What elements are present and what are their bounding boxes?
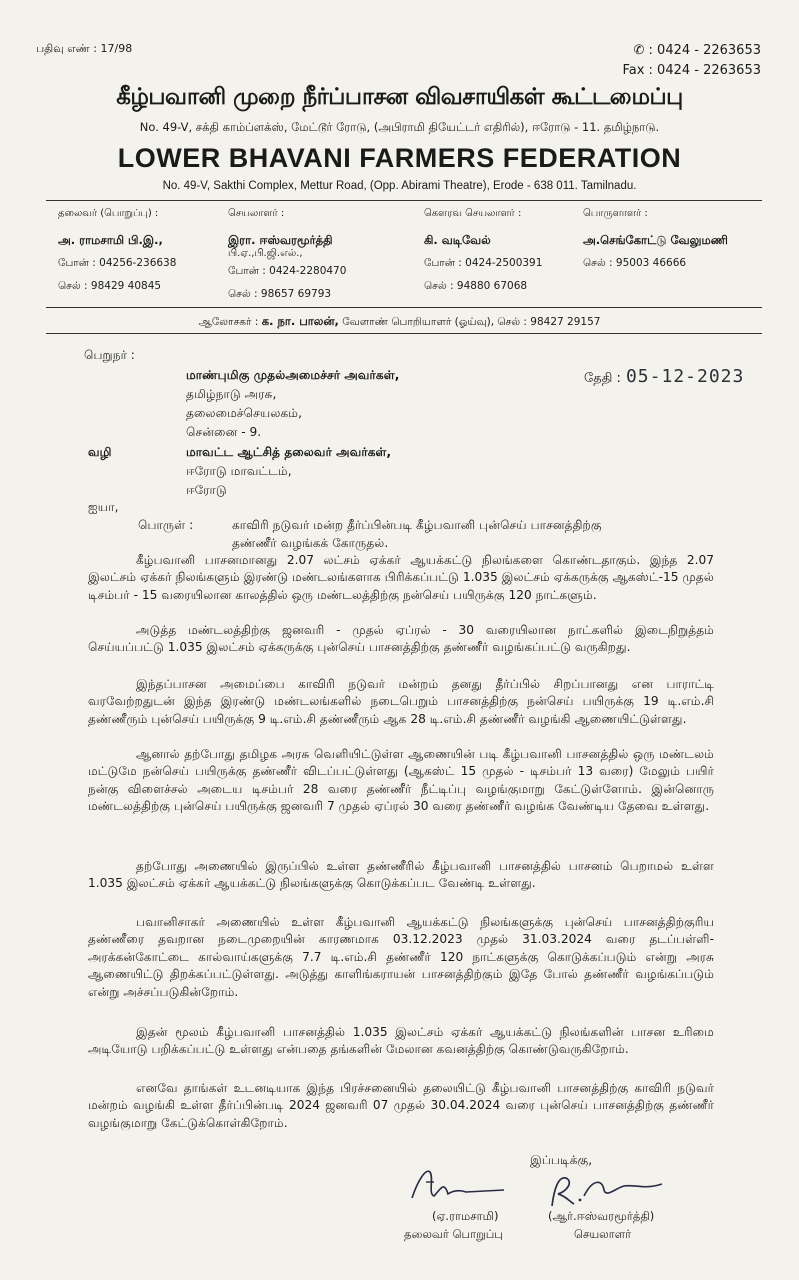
registration-number: பதிவு எண் : 17/98 bbox=[36, 42, 133, 55]
officer-treasurer bbox=[583, 206, 728, 271]
header-divider bbox=[46, 200, 762, 201]
officer-role: பொருளாளர் : bbox=[583, 208, 648, 219]
signatory-1-title: தலைவர் பொறுப்பு bbox=[404, 1227, 503, 1241]
recipient-line-3: தலைமைச்செயலகம், bbox=[186, 406, 302, 420]
subject-line-2: தண்ணீர் வழங்கக் கோருதல். bbox=[232, 536, 389, 550]
officer-cell: செல் : 95003 46666 bbox=[583, 257, 687, 269]
paragraph-3: இந்தப்பாசன அமைப்பை காவிரி நடுவர் மன்றம் தனது தீர்ப்பில் சிறப்பானது என பாராட்டி வரவேற்றதுடன் இந்த இரண்டு மண்டலங்களில் நடைபெறும் பாசனத்திற்கு நன்செய் பயிருக்கு 19 டி.எம்.சி தண்ணீரும் புன்செய் பயிருக்கு 9 டி.எம்.சி தண்ணீரும் ஆக 28 டி.எம்.சி தண்ணீர் வழங்கி ஆணையிட்டுள்ளது. bbox=[88, 677, 714, 726]
officer-phone: போன் : 0424-2280470 bbox=[228, 265, 347, 277]
signatory-2-title: செயலாளர் bbox=[574, 1227, 632, 1241]
paragraph-8: எனவே தாங்கள் உடனடியாக இந்த பிரச்சனையில் தலையிட்டு கீழ்பவானி பாசனத்திற்கு காவிரி நடுவர் மன்றம் வழங்கி உள்ள தீர்ப்பின்படி 2024 ஜனவரி 07 முதல் 30.04.2024 வரை புன்செய் பாசனத்திற்கு தண்ணீர் வழங்குமாறு கேட்டுக்கொள்கிறோம். bbox=[88, 1081, 714, 1130]
advisor-details: வேளாண் பொறியாளர் (ஓய்வு), செல் : 98427 29157 bbox=[342, 316, 601, 328]
paragraph-4: ஆனால் தற்போது தமிழக அரசு வெளியிட்டுள்ள ஆணையின் படி கீழ்பவானி பாசனத்தில் ஒரு மண்டலம் மட்டுமே நன்செய் பயிருக்கு தண்ணீர் விடப்பட்டுள்ளது (ஆகஸ்ட் 15 முதல் - டிசம்பர் 13 வரை) மேலும் பயிர் நன்கு விளைச்சல் அடைய டிசம்பர் 28 வரை தண்ணீர் நீட்டிப்பு வழங்குமாறு கேட்டுள்ளோம். இன்னொரு மண்டலத்திற்கு புன்செய் பயிருக்கு ஜனவரி 7 முதல் ஏப்ரல் 30 வரை தண்ணீர் வழங்க வேண்டிய தேவை உள்ளது. bbox=[88, 747, 714, 814]
officer-name: அ.செங்கோட்டு வேலுமணி bbox=[583, 233, 728, 247]
officer-phone: போன் : 04256-236638 bbox=[58, 257, 177, 269]
date-block bbox=[584, 366, 744, 387]
paragraph-1: கீழ்பவானி பாசனமானது 2.07 லட்சம் ஏக்கர் ஆயக்கட்டு நிலங்களை கொண்டதாகும். இந்த 2.07 இலட்சம் ஏக்கர் நிலங்களும் இரண்டு மண்டலங்களாக பிரிக்கப்பட்டு 1.035 இலட்சம் ஏக்கருக்கு ஆகஸ்ட்-15 முதல் டிசம்பர் - 15 வரையிலான காலத்தில் ஒரு மண்டலத்திற்கு நன்செய் பயிருக்கு 120 நாட்களும். bbox=[88, 553, 714, 602]
officer-name: அ. ராமசாமி பி.இ., bbox=[58, 233, 163, 247]
org-name-tamil: கீழ்பவானி முறை நீர்ப்பாசன விவசாயிகள் கூட்டமைப்பு bbox=[116, 84, 683, 110]
org-name-english: LOWER BHAVANI FARMERS FEDERATION bbox=[117, 143, 682, 173]
phone-number: ✆ : 0424 - 2263653 bbox=[633, 43, 761, 58]
salutation: ஐயா, bbox=[88, 500, 119, 514]
officer-role: கௌரவ செயலாளர் : bbox=[424, 208, 522, 219]
recipient-line-2: தமிழ்நாடு அரசு, bbox=[186, 387, 277, 401]
contact-block bbox=[622, 41, 761, 81]
via-label: வழி bbox=[88, 445, 112, 459]
paragraph-6: பவானிசாகர் அணையில் உள்ள கீழ்பவானி ஆயக்கட்டு நிலங்களுக்கு புன்செய் பாசனத்திற்குரிய தண்ணீரை தவறான நடைமுறையின் காரணமாக 03.12.2023 முதல் 31.03.2024 வரை தடப்பள்ளி-அரக்கன்கோட்டை கால்வாய்களுக்கு 7.7 டி.எம்.சி தண்ணீர் 120 நாட்களுக்கு கொடுக்கப்படும் என்று அரசு ஆணையிட்டு திறக்கப்பட்டுள்ளது. அடுத்து காளிங்கராயன் பாசனத்திற்கும் இதே போல் தண்ணீர் வழங்கப்படும் என்று அச்சப்படுகின்றோம். bbox=[88, 915, 714, 999]
fax-number: Fax : 0424 - 2263653 bbox=[622, 63, 761, 78]
signatory-1-name: (ஏ.ராமசாமி) bbox=[432, 1209, 499, 1223]
paragraph-5: தற்போது அணையில் இருப்பில் உள்ள தண்ணீரில் கீழ்பவானி பாசனத்தில் பாசனம் பெறாமல் உள்ள 1.035 இலட்சம் ஏக்கர் ஆயக்கட்டு நிலங்களுக்கு கொடுக்கப்பட வேண்டி உள்ளது. bbox=[88, 859, 714, 891]
officer-hon-secretary bbox=[424, 206, 542, 294]
officer-cell: செல் : 98429 40845 bbox=[58, 280, 162, 292]
via-line-1: மாவட்ட ஆட்சித் தலைவர் அவர்கள், bbox=[186, 445, 392, 459]
president-signature bbox=[404, 1160, 514, 1210]
closing: இப்படிக்கு, bbox=[530, 1153, 593, 1167]
address-english: No. 49-V, Sakthi Complex, Mettur Road, (Opp. Abirami Theatre), Erode - 638 011. Tamilnadu. bbox=[162, 180, 637, 192]
advisor-line bbox=[0, 314, 799, 330]
to-label: பெறுநர் : bbox=[84, 348, 135, 362]
date-label: தேதி : bbox=[584, 371, 621, 386]
officer-role: செயலாளர் : bbox=[228, 208, 285, 219]
officer-name: கி. வடிவேல் bbox=[424, 233, 491, 247]
signatory-2-name: (ஆர்.ஈஸ்வரமூர்த்தி) bbox=[548, 1209, 655, 1223]
advisor-prefix: ஆலோசகர் : bbox=[198, 316, 259, 328]
paragraph-7: இதன் மூலம் கீழ்பவானி பாசனத்தில் 1.035 இலட்சம் ஏக்கர் ஆயக்கட்டு நிலங்களின் பாசன உரிமை அடியோடு பறிக்கப்பட்டு உள்ளது என்பதை தங்களின் மேலான கவனத்திற்கு கொண்டுவருகிறோம். bbox=[88, 1025, 714, 1057]
officer-qualification: பி.ஏ.,பி.ஜி.எல்., bbox=[228, 248, 303, 259]
via-line-3: ஈரோடு bbox=[186, 483, 227, 497]
officer-phone: போன் : 0424-2500391 bbox=[424, 257, 543, 269]
officer-secretary bbox=[228, 206, 346, 302]
officer-cell: செல் : 94880 67068 bbox=[424, 280, 528, 292]
recipient-line-4: சென்னை - 9. bbox=[186, 425, 262, 439]
via-line-2: ஈரோடு மாவட்டம், bbox=[186, 464, 292, 478]
address-tamil: No. 49-V, சக்தி காம்ப்ளக்ஸ், மேட்டூர் ரோடு, (அபிராமி தியேட்டர் எதிரில்), ஈரோடு - 11. தமிழ்நாடு. bbox=[139, 120, 660, 134]
officers-divider bbox=[46, 307, 762, 308]
officer-president bbox=[58, 206, 176, 294]
advisor-name: க. நா. பாலன், bbox=[261, 314, 339, 328]
recipient-line-1: மாண்புமிகு முதல்அமைச்சர் அவர்கள், bbox=[186, 368, 400, 382]
date-value: 05-12-2023 bbox=[625, 366, 745, 387]
advisor-divider bbox=[46, 333, 762, 334]
officer-cell: செல் : 98657 69793 bbox=[228, 288, 332, 300]
subject-label: பொருள் : bbox=[138, 518, 194, 532]
officer-name: இரா. ஈஸ்வரமூர்த்தி bbox=[228, 233, 333, 247]
subject-line-1: காவிரி நடுவர் மன்ற தீர்ப்பின்படி கீழ்பவானி புன்செய் பாசனத்திற்கு bbox=[232, 518, 602, 532]
officer-role: தலைவர் (பொறுப்பு) : bbox=[58, 208, 159, 219]
paragraph-2: அடுத்த மண்டலத்திற்கு ஜனவரி - முதல் ஏப்ரல் - 30 வரையிலான நாட்களில் இடைநிறுத்தம் செய்யப்பட்டு 1.035 இலட்சம் ஏக்கருக்கு புன்செய் பாசனத்திற்கு தண்ணீர் வழங்கப்பட்டு வருகிறது. bbox=[88, 623, 714, 655]
